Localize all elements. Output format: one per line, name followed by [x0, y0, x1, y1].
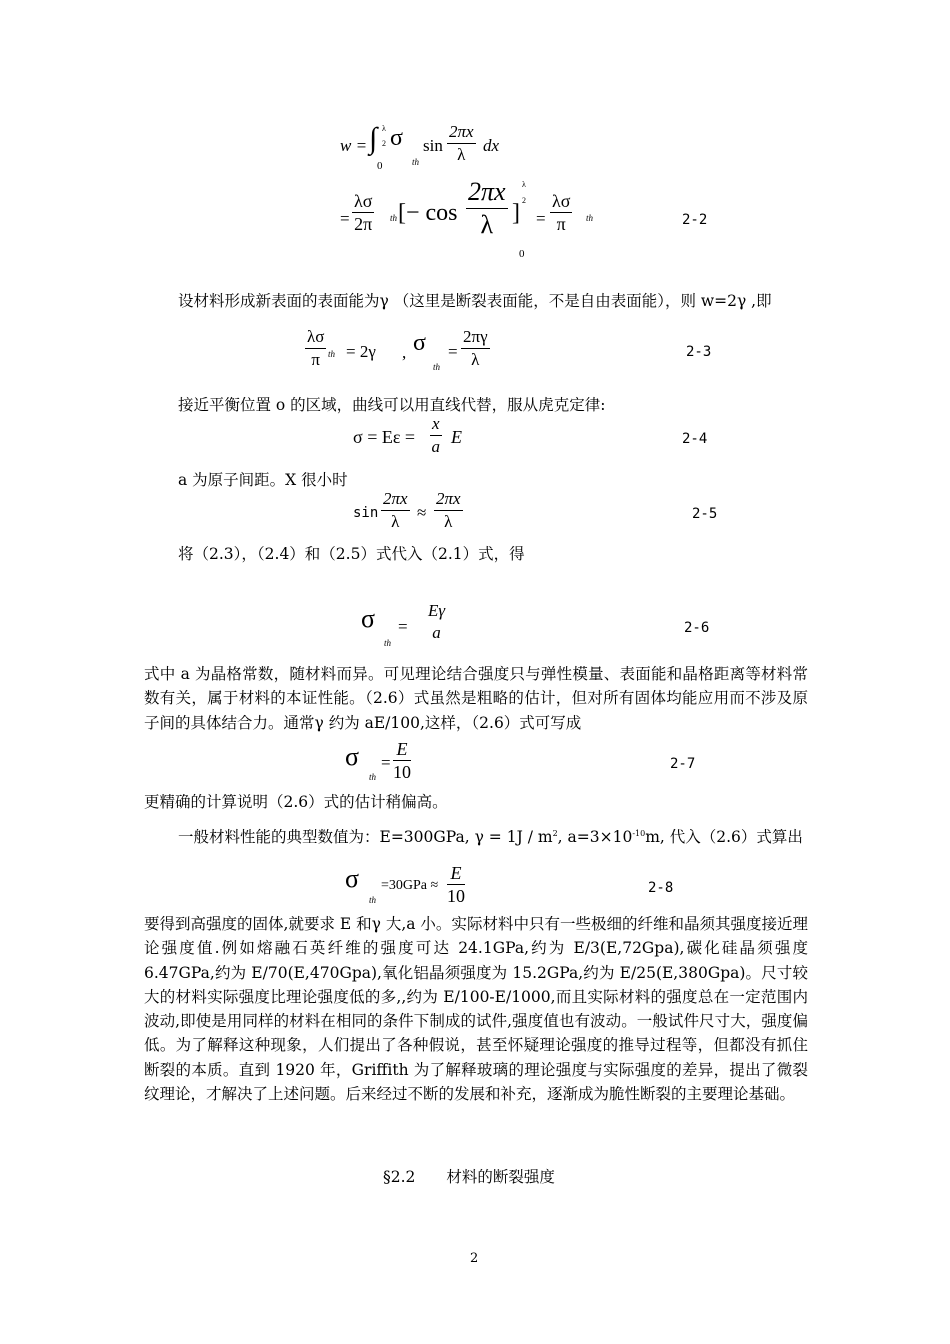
- paragraph-atomic-spacing: a 为原子间距。X 很小时: [178, 471, 348, 489]
- fraction-lambda-sigma-2pi: $\frac{\lambda\sigma}{2\pi}$: [354, 191, 373, 234]
- fraction-2pix-lambda: $\frac{2\pi x}{\lambda}$: [383, 489, 408, 531]
- equation-number: 2-8: [648, 880, 674, 896]
- fraction-lambda-sigma-pi: $\frac{\lambda\sigma}{\pi}$: [307, 327, 325, 369]
- equation-number: 2-7: [670, 756, 696, 772]
- equals-30gpa: =30GPa ≈: [381, 878, 439, 893]
- comma: ,: [402, 343, 407, 362]
- subscript-th: th: [412, 157, 420, 167]
- subscript-th: th: [586, 213, 594, 223]
- equation-number: 2-6: [684, 620, 710, 636]
- fraction-big-2pix-lambda: $\frac{2\pi x}{\lambda}$: [468, 177, 506, 239]
- fraction-e-10: $\frac{E}{10}$: [447, 863, 465, 906]
- fraction-lambda-sigma-pi: $\frac{\lambda\sigma}{\pi}$: [552, 191, 571, 234]
- equals-sign: =: [340, 209, 350, 228]
- sigma-symbol: σ: [345, 742, 360, 771]
- page-number: 2: [470, 1251, 479, 1266]
- subscript-th: th: [384, 638, 392, 648]
- eq-w-lhs: w =: [340, 136, 368, 155]
- sigma-symbol: σ: [345, 864, 360, 893]
- fraction-2pigamma-lambda: $\frac{2\pi\gamma}{\lambda}$: [463, 327, 488, 369]
- limit-upper: λ: [522, 180, 526, 189]
- paragraph-typical-values: 一般材料性能的典型数值为：E=300GPa, $\gamma = 1J / m^2$, $a=3\times 10^{-10}m$, 代入（2.6）式算出: [178, 828, 803, 846]
- subscript-th: th: [433, 362, 441, 372]
- equals-sign: =: [448, 342, 458, 361]
- subscript-th: th: [328, 349, 336, 359]
- modulus-e: E: [451, 427, 462, 447]
- integral-sign: ∫: [369, 122, 378, 155]
- sigma-e-epsilon: σ = Eε =: [353, 427, 416, 447]
- paragraph-high-strength: 要得到高强度的固体,就要求 E 和γ 大,a 小。实际材料中只有一些极细的纤维和晶须其强度接近理论强度值.例如熔融石英纤维的强度可达 24.1GPa,约为 E/3(E,72Gpa),碳化硅晶须强度 6.47GPa,约为 E/70(E,470Gpa),氧化铝晶须强度为 15.2GPa,约为 E/25(E,380Gpa)。尺寸较大的材料实际强度比理论强度低的多,,约为 E/100-E/1000,而且实际材料的强度总在一定范围内波动,即使是用同样的材料在相同的条件下制成的试件,强度值也有波动。一般试件尺寸大，强度偏低。为了解释这种现象，人们提出了各种假说，甚至怀疑理论强度的推导过程等，但都没有抓住断裂的本质。直到 1920 年，Griffith 为了解释玻璃的理论强度与实际强度的差异，提出了微裂纹理论，才解决了上述问题。后来经过不断的发展和补充，逐渐成为脆性断裂的主要理论基础。: [144, 915, 808, 1104]
- integral-upper: λ: [382, 124, 386, 133]
- dx-text: dx: [483, 136, 500, 155]
- integral-lower: 0: [377, 160, 383, 172]
- equals-sign: =: [398, 617, 408, 636]
- integral-upper-2: 2: [382, 139, 386, 148]
- bracket-neg-cos: [− cos: [398, 200, 458, 226]
- equation-number: 2-4: [682, 431, 708, 447]
- paragraph-precise-calculation: 更精确的计算说明（2.6）式的估计稍偏高。: [144, 793, 448, 811]
- subscript-th: th: [369, 895, 377, 905]
- sigma-symbol: σ: [413, 330, 426, 356]
- equation-number: 2-5: [692, 506, 718, 522]
- paragraph-surface-energy: 设材料形成新表面的表面能为γ （这里是断裂表面能，不是自由表面能），则 w=2γ ,即: [178, 292, 772, 310]
- subscript-th: th: [390, 213, 398, 223]
- equals-2gamma: = 2γ: [346, 342, 376, 361]
- sigma-symbol: σ: [390, 125, 403, 151]
- paragraph-substitution: 将（2.3），（2.4）和（2.5）式代入（2.1）式，得: [178, 545, 525, 563]
- fraction-egamma-a: Eγ a: [428, 601, 446, 642]
- subscript-th: th: [369, 772, 377, 782]
- equals-sign: =: [381, 753, 391, 772]
- section-heading: §2.2 材料的断裂强度: [383, 1168, 555, 1186]
- equation-number: 2-2: [682, 212, 708, 228]
- equation-number: 2-3: [686, 344, 712, 360]
- fraction-2pix-lambda-2: $\frac{2\pi x}{\lambda}$: [436, 489, 461, 531]
- bracket-close: ]: [512, 200, 520, 226]
- fraction-2pix-lambda: $\frac{2\pi x}{\lambda}$: [449, 122, 474, 164]
- paragraph-lattice-constant: 式中 a 为晶格常数，随材料而异。可见理论结合强度只与弹性模量、表面能和晶格距离等材料常数有关，属于材料的本证性能。（2.6）式虽然是粗略的估计，但对所有固体均能应用而不涉及原子间的具体结合力。通常γ 约为 aE/100,这样，（2.6）式可写成: [144, 665, 808, 732]
- equals-sign-2: =: [536, 209, 546, 228]
- fraction-e-10: $\frac{E}{10}$: [393, 739, 411, 782]
- paragraph-hooke-law: 接近平衡位置 o 的区域，曲线可以用直线代替，服从虎克定律:: [178, 396, 606, 414]
- sin-text: sin: [353, 505, 379, 521]
- limit-lower: 0: [519, 248, 525, 260]
- approx-sign: ≈: [417, 503, 427, 522]
- fraction-x-a: $\frac{x}{a}$: [431, 414, 441, 456]
- sigma-symbol: σ: [361, 604, 376, 633]
- limit-upper-2: 2: [522, 196, 526, 205]
- sin-text: sin: [423, 136, 443, 155]
